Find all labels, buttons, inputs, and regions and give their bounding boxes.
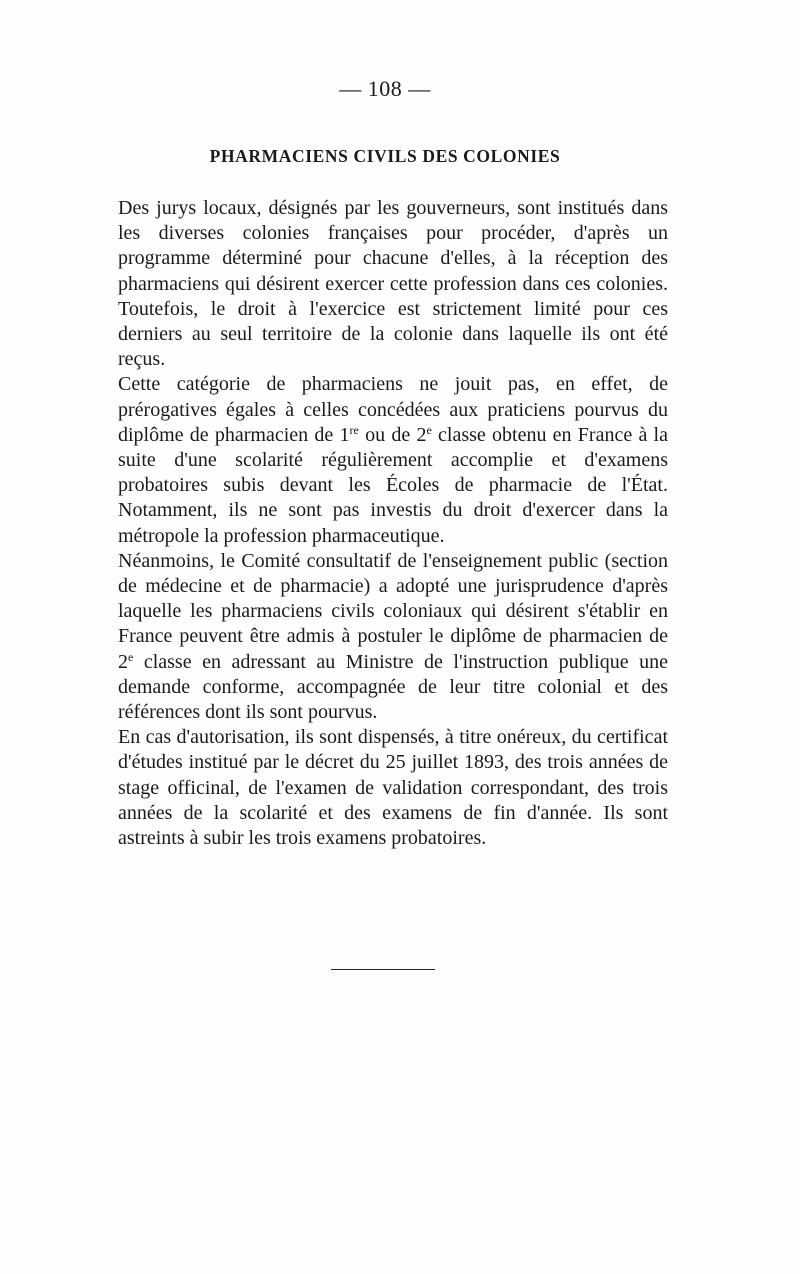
superscript-re: re [349,422,359,437]
paragraph-3 [118,549,668,725]
paragraph-3-text-a: Néanmoins, le Comité consultatif de l'enseignement public (section de médecine et de pharmacie) a adopté une jurisprudence d'après laquelle les pharmaciens civils coloniaux qui désirent s'établir en France peuvent être admis à postuler le diplôme de pharmacien de 2 [118,549,668,673]
paragraph-1-text: Des jurys locaux, désignés par les gouverneurs, sont institués dans les diverses colonies françaises pour procéder, d'après un programme déterminé pour chacune d'elles, à la réception des pharmaciens qui désirent exercer cette profession dans ces colonies. Toutefois, le droit à l'exercice est strictement limité pour ces derniers au seul territoire de la colonie dans laquelle ils ont été reçus. [118,197,668,371]
page-number: — 108 — [339,76,431,101]
superscript-e: e [426,422,432,437]
paragraph-2-text-a: Cette catégorie de pharmaciens ne jouit pas, en effet, de prérogatives égales à celles concédées aux praticiens pourvus du diplôme de pharmacien de 1 [118,373,668,446]
paragraph-2-text-b: ou de 2 [358,423,427,446]
end-rule [331,969,435,970]
paragraph-2-text-c: classe obtenu en France à la suite d'une scolarité régulièrement accomplie et d'examens probatoires subis devant les Écoles de pharmacie de l'État. Notamment, ils ne sont pas investis du droit d'exercer dans la métropole la profession pharmaceutique. [118,423,668,547]
paragraph-3-text-b: classe en adressant au Ministre de l'instruction publique une demande conforme, accompagnée de leur titre colonial et des références dont ils sont pourvus. [118,650,668,724]
section-title: PHARMACIENS CIVILS DES COLONIES [209,146,561,166]
paragraph-2 [118,372,668,548]
paragraph-4 [118,725,668,851]
body-text [118,196,668,851]
paragraph-4-text: En cas d'autorisation, ils sont dispensés, à titre onéreux, du certificat d'études institué par le décret du 25 juillet 1893, des trois années de stage officinal, de l'examen de validation correspondant, des trois années de la scolarité et des examens de fin d'année. Ils sont astreints à subir les trois examens probatoires. [118,726,668,850]
paragraph-1 [118,196,668,372]
superscript-e: e [128,649,134,664]
